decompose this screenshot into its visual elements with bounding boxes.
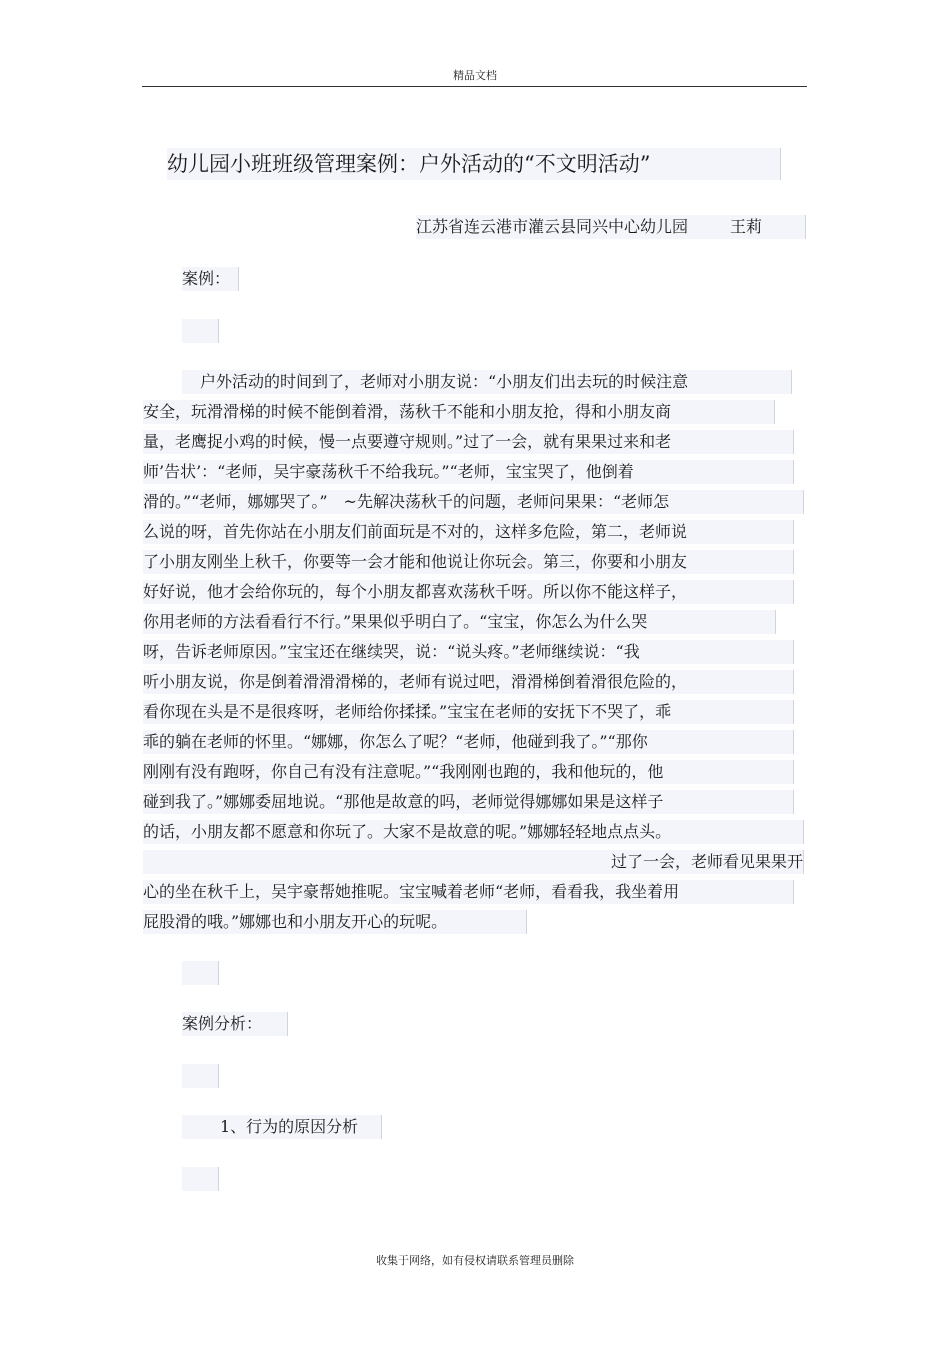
document-title: 幼儿园小班班级管理案例：户外活动的“不文明活动” <box>167 148 781 180</box>
paragraph-line: 了小朋友刚坐上秋千，你要等一会才能和他说让你玩会。第三，你要和小朋友 <box>143 550 794 574</box>
author-line <box>416 215 806 239</box>
paragraph-line: 量，老鹰捉小鸡的时候，慢一点要遵守规则。”过了一会，就有果果过来和老 <box>143 430 794 454</box>
blank-line <box>182 1064 219 1088</box>
section-heading-case: 案例： <box>182 267 239 291</box>
paragraph-line: 看你现在头是不是很疼呀，老师给你揉揉。”宝宝在老师的安抚下不哭了，乖 <box>143 700 794 724</box>
author-name: 王莉 <box>730 217 763 236</box>
paragraph-line: 碰到我了。”娜娜委屈地说。“那他是故意的吗，老师觉得娜娜如果是这样子 <box>143 790 794 814</box>
paragraph-line: 的话，小朋友都不愿意和你玩了。大家不是故意的呢。”娜娜轻轻地点点头。 <box>143 820 804 844</box>
section-heading-analysis: 案例分析： <box>182 1012 288 1036</box>
paragraph-line: 户外活动的时间到了，老师对小朋友说：“小朋友们出去玩的时候注意 <box>182 370 792 394</box>
paragraph-line: 好好说，他才会给你玩的，每个小朋友都喜欢荡秋千呀。所以你不能这样子， <box>143 580 794 604</box>
blank-line <box>182 961 219 985</box>
paragraph-line: 乖的躺在老师的怀里。“娜娜，你怎么了呢？“老师，他碰到我了。”“那你 <box>143 730 794 754</box>
paragraph-line: 滑的。”“老师，娜娜哭了。” ~先解决荡秋千的问题，老师问果果：“老师怎 <box>143 490 804 514</box>
header-rule <box>142 86 807 87</box>
page-header: 精品文档 <box>453 69 497 82</box>
paragraph-line: 听小朋友说，你是倒着滑滑滑梯的，老师有说过吧，滑滑梯倒着滑很危险的， <box>143 670 794 694</box>
paragraph-line: 心的坐在秋千上，吴宇豪帮她推呢。宝宝喊着老师“老师，看看我，我坐着用 <box>143 880 794 904</box>
subsection-heading-cause: 1、行为的原因分析 <box>182 1115 382 1139</box>
paragraph-line: 么说的呀，首先你站在小朋友们前面玩是不对的，这样多危险，第二，老师说 <box>143 520 794 544</box>
paragraph-line: 师’告状’：“老师，吴宇豪荡秋千不给我玩。”“老师，宝宝哭了，他倒着 <box>143 460 794 484</box>
page-footer: 收集于网络，如有侵权请联系管理员删除 <box>376 1254 574 1267</box>
paragraph-line: 你用老师的方法看看行不行。”果果似乎明白了。“宝宝，你怎么为什么哭 <box>143 610 776 634</box>
paragraph-line: 安全，玩滑滑梯的时候不能倒着滑，荡秋千不能和小朋友抢，得和小朋友商 <box>143 400 775 424</box>
paragraph-line: 过了一会，老师看见果果开 <box>143 850 804 874</box>
paragraph-line: 屁股滑的哦。”娜娜也和小朋友开心的玩呢。 <box>143 910 527 934</box>
paragraph-line: 刚刚有没有跑呀，你自己有没有注意呢。”“我刚刚也跑的，我和他玩的，他 <box>143 760 794 784</box>
author-org: 江苏省连云港市灌云县同兴中心幼儿园 <box>416 217 689 236</box>
blank-line <box>182 319 219 343</box>
blank-line <box>182 1167 219 1191</box>
paragraph-line: 呀，告诉老师原因。”宝宝还在继续哭，说：“说头疼。”老师继续说：“我 <box>143 640 794 664</box>
